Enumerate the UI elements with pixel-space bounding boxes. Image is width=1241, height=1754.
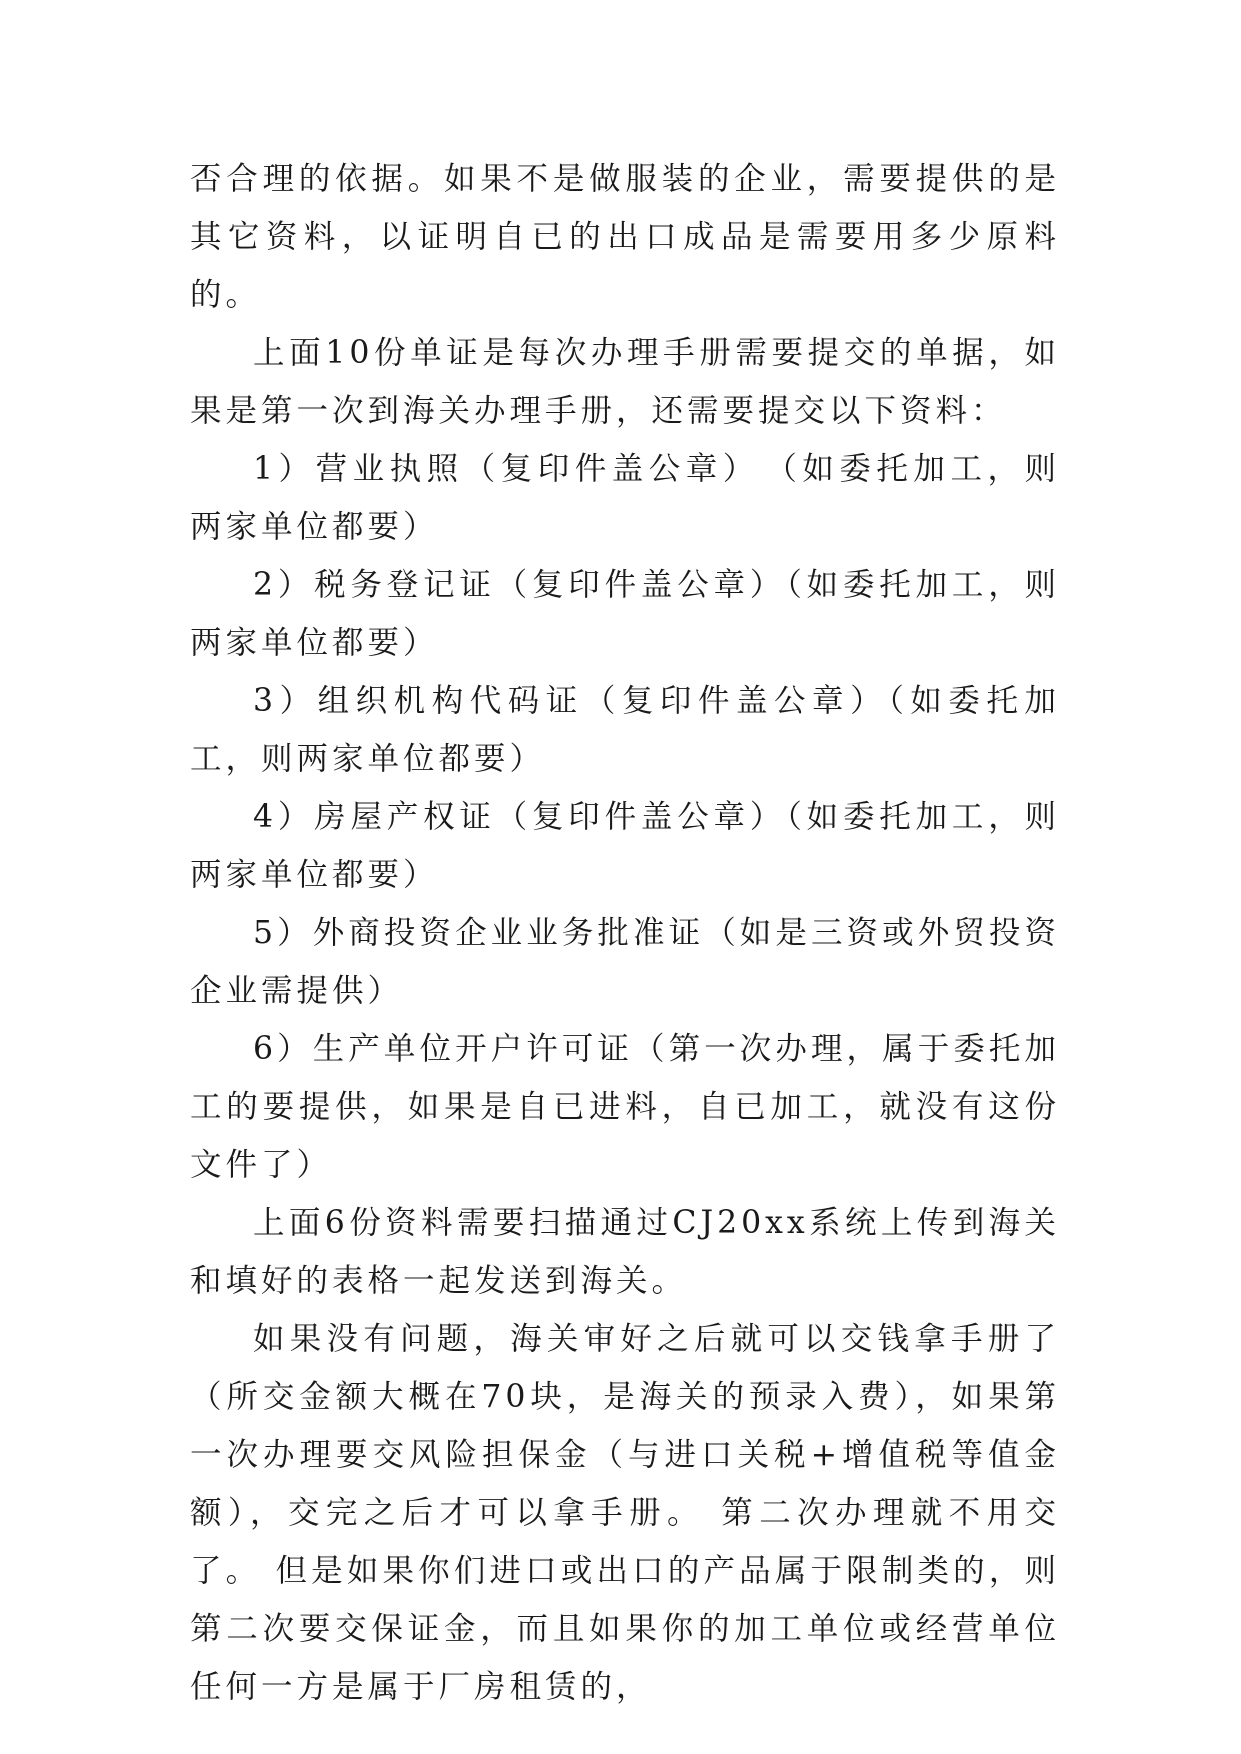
- list-item-6: 6）生产单位开户许可证（第一次办理，属于委托加工的要提供，如果是自已进料，自已加工，就没有这份文件了）: [190, 1031, 1060, 1183]
- document-body: [190, 150, 1060, 1716]
- list-item-5: 5）外商投资企业业务批准证（如是三资或外贸投资企业需提供）: [190, 915, 1060, 1009]
- list-item-1: 1）营业执照（复印件盖公章） （如委托加工，则两家单位都要）: [190, 451, 1060, 545]
- paragraph-1: 否合理的依据。如果不是做服装的企业，需要提供的是其它资料，以证明自已的出口成品是需要用多少原料的。: [190, 161, 1060, 313]
- list-item-2: 2）税务登记证（复印件盖公章）（如委托加工，则两家单位都要）: [190, 567, 1060, 661]
- paragraph-3: 上面6份资料需要扫描通过CJ20xx系统上传到海关和填好的表格一起发送到海关。: [190, 1205, 1060, 1299]
- list-item-4: 4）房屋产权证（复印件盖公章）（如委托加工，则两家单位都要）: [190, 799, 1060, 893]
- paragraph-2: 上面10份单证是每次办理手册需要提交的单据，如果是第一次到海关办理手册，还需要提交以下资料：: [190, 335, 1060, 429]
- paragraph-4: 如果没有问题，海关审好之后就可以交钱拿手册了（所交金额大概在70块，是海关的预录入费），如果第一次办理要交风险担保金（与进口关税+增值税等值金额），交完之后才可以拿手册。 第二次办理就不用交了。 但是如果你们进口或出口的产品属于限制类的，则第二次要交保证金，而且如果你的加工单位或经营单位任何一方是属于厂房租赁的，: [190, 1321, 1060, 1705]
- list-item-3: 3）组织机构代码证（复印件盖公章）（如委托加工，则两家单位都要）: [190, 683, 1060, 777]
